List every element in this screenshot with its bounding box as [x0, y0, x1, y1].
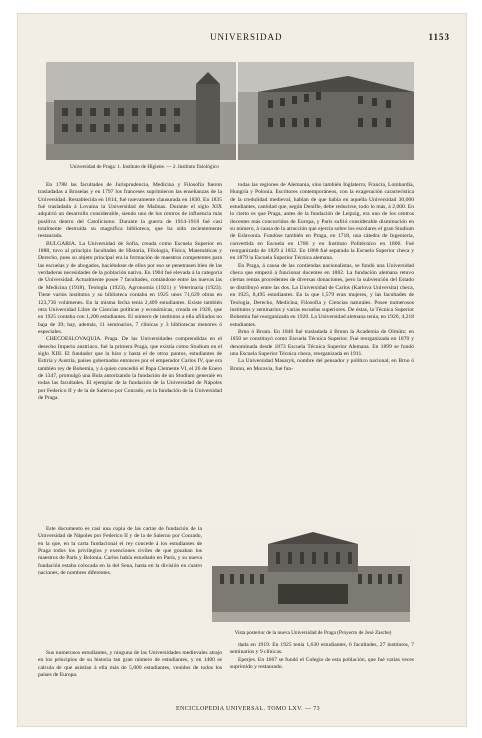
caption-bottom-photo: Vista posterior de la nueva Universidad de Praga (Proyecto de José Zasche): [234, 630, 392, 636]
photo-physiology-institute: [238, 62, 414, 160]
photo-institute-hygiene: [46, 62, 236, 160]
paragraph: Brno ó Brunn. En 1846 fué trasladada á Brunn la Academia de Olmütz; en 1850 se constituyó como Escuela Técnica Superior. Fué reorganizada en 1870 y denominada desde 1873 Escuela Técnica Superior Alemana. En 1899 se fundó una Escuela Superior Técnica checa, reorganizada en 1911.: [230, 328, 414, 357]
photo-new-university-rear-view: [208, 526, 414, 626]
paragraph: Sus numerosos estudiantes, y ninguna de las Universidades medievales atrajo en los principios de su historia tan gran número de estudiantes, y en 1400 se calcula de que asistían á ella más de 5,000 estudiantes, venidos de todos los países de Europa.: [38, 650, 222, 679]
text-column-right-lower: [230, 642, 414, 706]
page-header: [40, 28, 450, 40]
paragraph: La Universidad Masaryk, nombre del pensador y político nacional, en Brno ó Brunn, en Moravia, fué fun-: [230, 358, 414, 372]
paragraph: dada en 1919. En 1925 tenía 1,630 estudiantes, 6 facultades, 27 institutos, 7 seminarios y 9 clínicas.: [230, 642, 414, 656]
page-running-title: UNIVERSIDAD: [210, 32, 283, 42]
paragraph: CHECOESLOVAQUIA. Praga. De las Universidades comprendidas en el desecho Imperio austriaco, fué la primera Praga, que existía como Studium en el siglo XIII. El fundador que la hizo y hasta el de otros puntos, estudiantes de Estiria y Austria, países gobernados entonces por el emperador Carlos IV, que era también rey de Bohemia, y á quien concedió el Papa Clemente VI, el 26 de Enero de 1347, promulgó una Bula autorizando la fundación de un Studium generale en todas las facultades. El ejemplar de la fundación de la Universidad de Nápoles por Federico II y de la de Salerno por Conrado, en la fundación de la Universidad de Praga.: [38, 336, 222, 401]
paragraph: En 1788 las facultades de Jurisprudencia, Medicina y Filosofía fueron trasladadas a Bruselas y en 1797 los franceses suprimieron las enseñanzas de la Universidad. Restablecida en 1814, fué nuevamente clausurada en 1830. En 1835 fué trasladada á Lovaina la Universidad de Malinas. Durante el siglo XIX adquirió un desarrollo considerable, siendo uno de los centros de influencia más positiva dentro del Catolicismo. Durante la guerra de 1914-1918 fué casi totalmente destruida su magnífica biblioteca, que ha sido recientemente restaurada.: [38, 182, 222, 240]
paragraph: Este documento es casi una copia de las cartas de fundación de la Universidad de Nápoles por Federico II y de la de Salerno por Conrado, en la que, en la carta fundacional el rey concede á los estudiantes de Praga todos los privilegios y exenciones civiles de que gozaban los maestros de París y Bolonia. Carlos había estudiado en París, y su nueva fundación estaba colocada en la del Sena, hasta en la división en cuatro naciones, de nombres diferentes.: [38, 526, 202, 577]
text-column-left: [38, 182, 222, 526]
page-footer: ENCICLOPEDIA UNIVERSAL. TOMO LXV. — 73: [175, 706, 321, 712]
text-column-left-bottom: [38, 650, 222, 702]
paragraph: En Praga, á causa de las contiendas nacionalistas, se fundó una Universidad checa que empezó á funcionar docentes en 1882. La fundación alemana retuvo ciertas rentas procedentes de diversas donaciones, pero la subvención del Estado se distribuyó entre las dos. La Universidad de Carlos (Karlova Universita) checa, en 1925, 8,495 estudiantes. En la que 1,579 eran mujeres, y las facultades de Teología, Derecho, Medicina, Filosofía y Ciencias naturales. Posee numerosos institutos y seminarios y varias escuelas superiores. De éstas, la Técnica Superior Bohemia fué reorganizada en 1920. La Universidad alemana tenía, en 1926, 4,218 estudiantes.: [230, 262, 414, 328]
paragraph: BULGARIA. La Universidad de Sofía, creada como Escuela Superior en 1888, tuvo al principio facultades de Historia, Filología, Física, Matemáticas y Derecho, pues su objeto principal era la formación de maestros competentes para las escuelas y de abogados, haciéndose de ellos por eso se penetrasen bien de las verdaderas necesidades de la población nativa. En 1904 fué elevada á la categoría de Universidad. Actualmente posee 7 facultades, contándose entre las nuevas las de Medicina (1918), Teología (1923), Agronomía (1921) y Veterinaria (1923). Tiene varios institutos y su biblioteca contaba en 1925 unos 71,629 obras en 123,736 volúmenes. En la misma fecha tenía 2,409 estudiantes. Existe también otra Universidad Libre de Ciencias políticas y económicas, creada en 1920, que en 1925 contaba con 1,200 estudiantes. El número de institutos a ella afiliados no baja de 39; hay, además, 11 seminarios, 7 clínicas y 3 bibliotecas menores ó especiales.: [38, 240, 222, 335]
paragraph: todas las regiones de Alemania, sino también Inglaterra, Francia, Lombardía, Hungría y Polonia. Escritores contemporáneos, con la exageración característica de la credulidad medieval, hablan de que había en aquella Universidad 30,000 estudiantes, cantidad que, según Denifle, debe reducirse, todo lo más, á 2,000. En lo cierto es que Praga, antes de la fundación de Leipzig, era uno de los centros docentes más concurridos de Europa, y París sufrió considerable disminución en su número, á causa de la atracción que ejercía sobre los escolares el gran Studium de Eslavonia. Fundóse también en Praga, en 1718, una cátedra de Ingeniería, convertida en Escuela en 1786 y en Instituto Politécnico en 1806. Fué reorganizada de 1829 á 1832. En 1868 fué separada la Escuela Superior checa y en 1879 la Escuela Superior Técnica alemana.: [230, 182, 414, 262]
text-column-left-lower: [38, 526, 202, 650]
caption-top-photos: Universidad de Praga: 1. Instituto de Higiene. — 2. Instituto fisiológico: [70, 164, 219, 170]
text-column-right: [230, 182, 414, 526]
page-sheet: [18, 14, 466, 726]
page-number: 1153: [428, 32, 450, 42]
paragraph: Eperjes. En 1667 se fundó el Colegio de esta población, que fué varias veces suprimido y restaurado.: [230, 656, 414, 671]
